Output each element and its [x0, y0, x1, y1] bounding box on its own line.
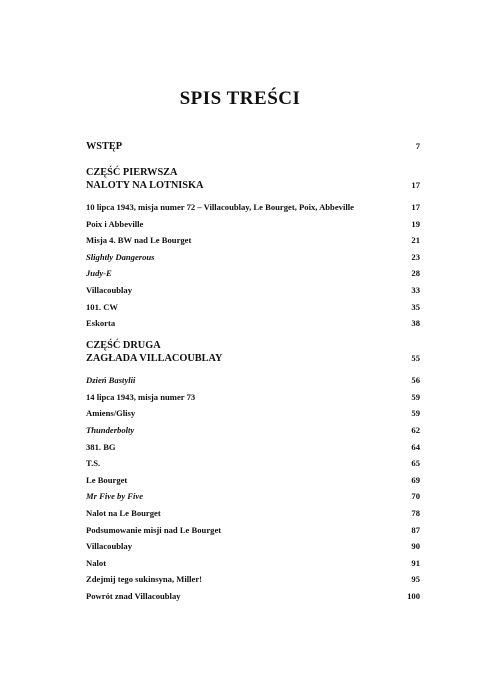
part2-subtitle: ZAGŁADA VILLACOUBLAY	[86, 353, 223, 365]
toc-entry-label: Misja 4. BW nad Le Bourget	[86, 235, 192, 246]
toc-entry-label: Villacoublay	[86, 541, 132, 552]
toc-entry[interactable]	[86, 491, 420, 501]
toc-entry[interactable]	[86, 252, 420, 262]
toc-entry[interactable]	[86, 574, 420, 584]
toc-entry-page: 65	[411, 458, 420, 469]
toc-entry-label: Zdejmij tego sukinsyna, Miller!	[86, 574, 203, 585]
toc-entry-label: Villacoublay	[86, 284, 132, 295]
toc-entry-label: Thunderbolty	[86, 424, 135, 435]
toc-entry-page: 19	[411, 218, 420, 229]
toc-entry[interactable]	[86, 408, 420, 418]
page-title: SPIS TREŚCI	[179, 88, 301, 109]
table-of-contents	[86, 138, 420, 607]
toc-entry[interactable]	[86, 392, 420, 402]
toc-entry[interactable]	[86, 425, 420, 435]
toc-entry[interactable]	[86, 302, 420, 312]
toc-entry-page: 91	[411, 557, 420, 568]
toc-entry-label: Dzień Bastylii	[86, 375, 136, 386]
part2-page: 55	[411, 353, 420, 364]
toc-entry[interactable]	[86, 541, 420, 551]
toc-entry-label: Amiens/Glisy	[86, 408, 136, 419]
part1-entries	[86, 202, 420, 328]
toc-entry[interactable]	[86, 268, 420, 278]
part1-title: CZĘŚĆ PIERWSZA	[86, 167, 178, 178]
toc-entry[interactable]	[86, 591, 420, 601]
toc-entry[interactable]	[86, 475, 420, 485]
toc-entry-page: 33	[411, 284, 420, 295]
toc-entry-label: T.S.	[86, 458, 101, 469]
part1-page: 17	[411, 180, 420, 190]
toc-entry[interactable]	[86, 318, 420, 328]
toc-entry-page: 35	[411, 301, 420, 312]
toc-entry-page: 38	[411, 318, 420, 329]
toc-entry-label: Slightly Dangerous	[86, 251, 155, 262]
toc-entry[interactable]	[86, 458, 420, 468]
toc-entry-page: 59	[411, 408, 420, 419]
part2-entries	[86, 375, 420, 601]
toc-entry-label: WSTĘP	[86, 141, 123, 152]
toc-entry-label: Mr Five by Five	[86, 491, 144, 502]
part1-heading[interactable]	[86, 167, 420, 192]
toc-entry-page: 64	[411, 441, 420, 452]
toc-entry-page: 70	[411, 491, 420, 502]
toc-entry-page: 56	[411, 375, 420, 386]
toc-entry[interactable]	[86, 219, 420, 229]
toc-entry-page: 90	[411, 541, 420, 552]
toc-entry[interactable]	[86, 202, 420, 212]
toc-entry-label: 10 lipca 1943, misja numer 72 – Villacoublay, Le Bourget, Poix, Abbeville	[86, 202, 354, 212]
toc-entry-page: 78	[411, 507, 420, 518]
toc-entry[interactable]	[86, 235, 420, 245]
toc-entry-page: 28	[411, 268, 420, 279]
toc-entry-page: 17	[411, 202, 420, 212]
toc-entry-page: 21	[411, 235, 420, 246]
toc-entry-intro[interactable]	[86, 141, 420, 151]
toc-entry-label: Judy-E	[86, 268, 112, 279]
toc-entry-label: Nalot na Le Bourget	[86, 507, 161, 518]
toc-entry[interactable]	[86, 558, 420, 568]
toc-entry-label: Powrót znad Villacoublay	[86, 590, 181, 601]
toc-entry-page: 95	[411, 574, 420, 585]
part2-heading[interactable]	[86, 340, 420, 365]
toc-entry-label: 101. CW	[86, 301, 118, 312]
toc-entry-page: 100	[407, 590, 420, 601]
toc-entry-page: 69	[411, 474, 420, 485]
toc-entry[interactable]	[86, 442, 420, 452]
toc-entry-page: 59	[411, 391, 420, 402]
toc-entry-label: Podsumowanie misji nad Le Bourget	[86, 524, 222, 535]
toc-entry[interactable]	[86, 508, 420, 518]
part1-subtitle: NALOTY NA LOTNISKA	[86, 180, 204, 191]
toc-entry-page: 7	[415, 141, 420, 151]
toc-entry[interactable]	[86, 525, 420, 535]
toc-entry-page: 87	[411, 524, 420, 535]
toc-entry[interactable]	[86, 285, 420, 295]
toc-entry-page: 62	[411, 424, 420, 435]
toc-entry-label: Poix i Abbeville	[86, 218, 144, 229]
part2-title: CZĘŚĆ DRUGA	[86, 340, 161, 352]
toc-entry-label: 381. BG	[86, 441, 116, 452]
toc-entry-label: Le Bourget	[86, 474, 128, 485]
toc-entry-label: 14 lipca 1943, misja numer 73	[86, 391, 196, 402]
toc-entry[interactable]	[86, 375, 420, 385]
toc-entry-page: 23	[411, 251, 420, 262]
toc-entry-label: Nalot	[86, 557, 107, 568]
toc-entry-label: Eskorta	[86, 318, 116, 329]
